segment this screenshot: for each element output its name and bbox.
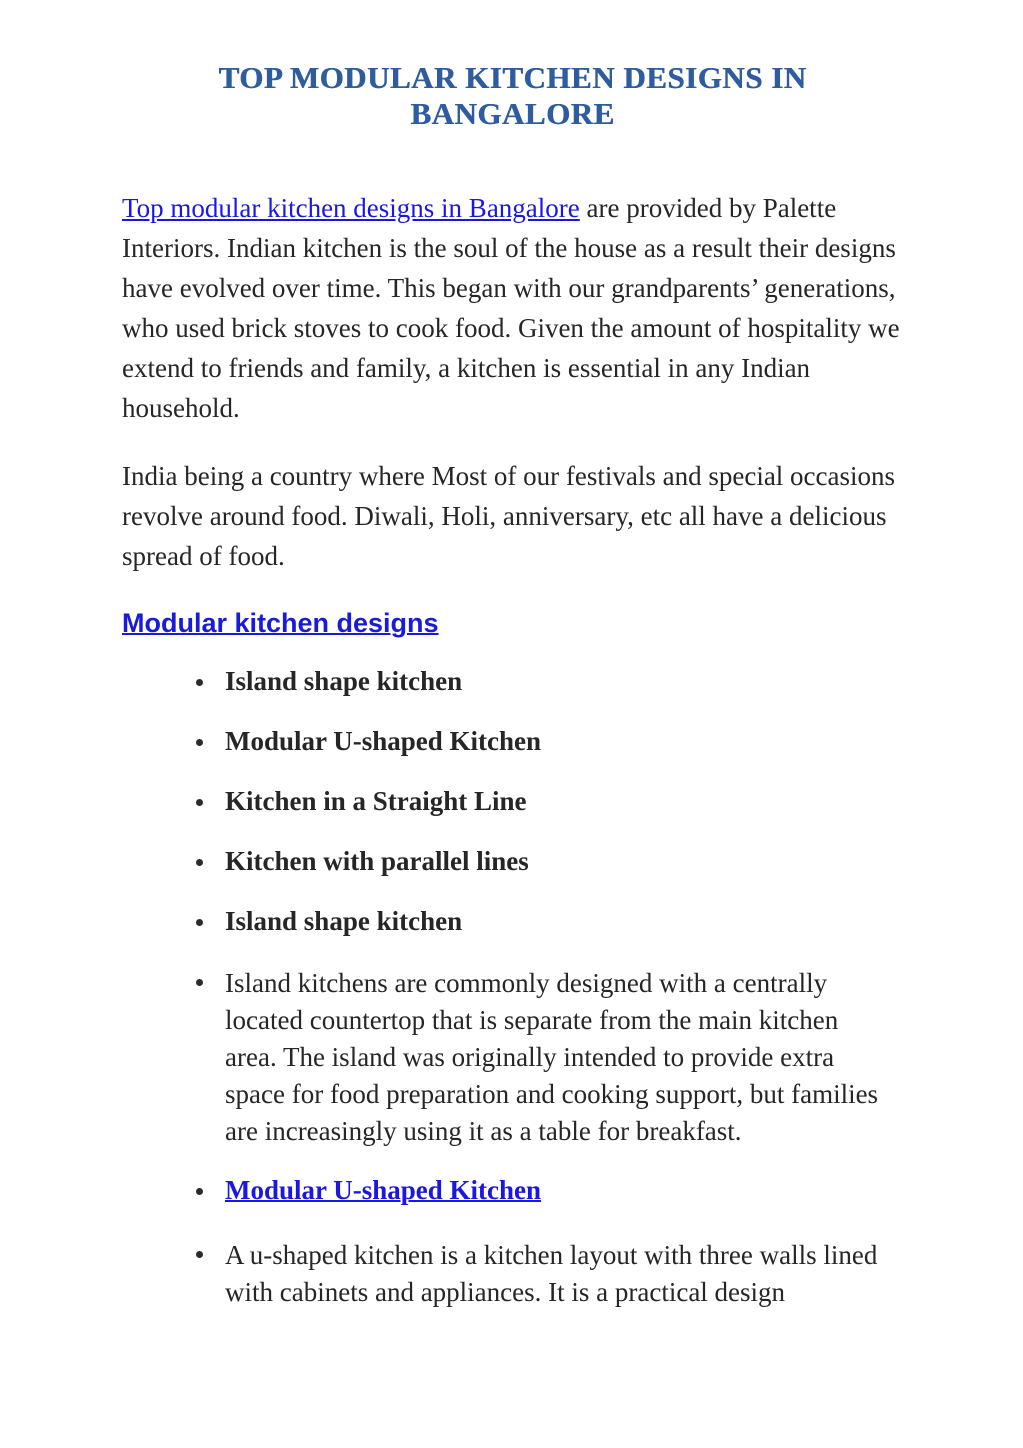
list-item-kitchen-parallel-lines	[225, 845, 903, 878]
festivals-paragraph: India being a country where Most of our festivals and special occasions revolve around food. Diwali, Holi, anniversary, etc all have a delicious spread of food.	[122, 461, 896, 571]
u-shaped-kitchen-link[interactable]: Modular U-shaped Kitchen	[225, 1175, 542, 1205]
section-heading	[122, 608, 903, 639]
list-item-label: Island shape kitchen	[225, 666, 463, 696]
kitchen-design-list	[122, 665, 903, 1311]
list-item-text: A u-shaped kitchen is a kitchen layout with three walls lined with cabinets and appliances. It is a practical design	[225, 1240, 878, 1307]
list-item-island-shape-kitchen-2	[225, 905, 903, 938]
list-item-island-shape-kitchen	[225, 665, 903, 698]
list-item-modular-u-shaped-kitchen	[225, 725, 903, 758]
list-item-label: Kitchen in a Straight Line	[225, 786, 527, 816]
top-modular-kitchen-designs-link[interactable]: Top modular kitchen designs in Bangalore	[122, 193, 580, 223]
list-item-text: Island kitchens are commonly designed with a centrally located countertop that is separate from the main kitchen area. The island was originally intended to provide extra space for food preparation and cooking support, but families are increasingly using it as a table for breakfast.	[225, 968, 879, 1146]
intro-paragraph	[122, 188, 903, 428]
list-item-island-kitchen-description	[225, 965, 903, 1150]
document-content	[0, 60, 1023, 1311]
list-item-kitchen-straight-line	[225, 785, 903, 818]
list-item-label: Modular U-shaped Kitchen	[225, 726, 542, 756]
list-item-label: Island shape kitchen	[225, 906, 463, 936]
intro-paragraph-text: are provided by Palette Interiors. Indian kitchen is the soul of the house as a result their designs have evolved over time. This began with our grandparents’ generations, who used brick stoves to cook food. Given the amount of hospitality we extend to friends and family, a kitchen is essential in any Indian household.	[122, 193, 900, 423]
document-title: TOP MODULAR KITCHEN DESIGNS IN BANGALORE	[218, 60, 807, 131]
modular-kitchen-designs-link[interactable]: Modular kitchen designs	[122, 608, 439, 638]
list-item-label: Kitchen with parallel lines	[225, 846, 529, 876]
list-item-u-shaped-description	[225, 1237, 903, 1311]
list-item-u-shaped-kitchen-link	[225, 1174, 903, 1207]
